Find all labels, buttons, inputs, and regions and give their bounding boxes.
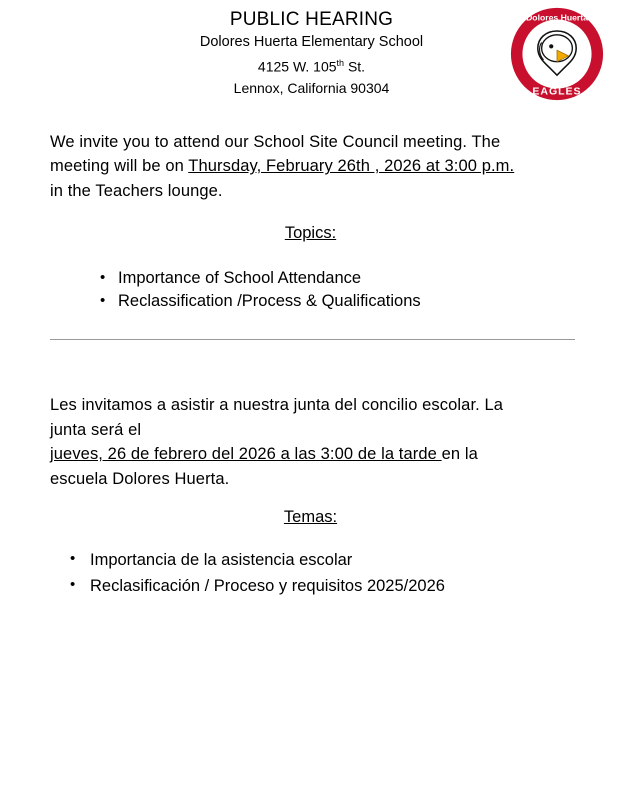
spanish-line-3-suffix: en la [441,445,478,464]
school-city-state-zip: Lennox, California 90304 [233,79,390,96]
list-item: • Reclassification /Process & Qualifications [100,290,571,313]
spanish-line-4: escuela Dolores Huerta. [50,469,230,488]
english-line-2-prefix: meeting will be on [50,157,189,176]
list-item: • Importancia de la asistencia escolar [70,547,571,573]
english-topics-list [50,267,571,313]
address-street-suffix: St. [344,58,366,75]
list-item: • Importance of School Attendance [100,267,571,290]
section-divider [50,339,575,340]
eagle-logo-icon [509,6,605,102]
spanish-line-2: junta será el [50,420,142,439]
page-title: PUBLIC HEARING [229,9,394,30]
spanish-line-3 [50,442,571,467]
english-section [0,130,623,314]
spanish-section [0,393,623,599]
spanish-topics-heading: Temas: [283,508,338,527]
address-ordinal-suffix: th [336,58,345,68]
english-line-3: in the Teachers lounge. [50,181,223,200]
school-logo [509,6,605,102]
svg-text:Dolores Huerta: Dolores Huerta [526,12,588,23]
english-meeting-datetime: Thursday, February 26th , 2026 at 3:00 p.m. [188,157,515,176]
address-number: 4125 W. 105 [257,58,337,75]
svg-text:EAGLES: EAGLES [532,85,582,98]
english-line-2 [50,154,571,179]
english-topics-heading: Topics: [284,224,337,243]
english-line-1: We invite you to attend our School Site Council meeting. The [50,132,501,151]
spanish-meeting-datetime: jueves, 26 de febrero del 2026 a las 3:00 de la tarde [50,445,442,464]
spanish-topics-list [50,547,571,599]
school-name: Dolores Huerta Elementary School [199,34,424,50]
spanish-line-1: Les invitamos a asistir a nuestra junta del concilio escolar. La [50,396,504,415]
list-item: • Reclasificación / Proceso y requisitos 2025/2026 [70,573,571,599]
